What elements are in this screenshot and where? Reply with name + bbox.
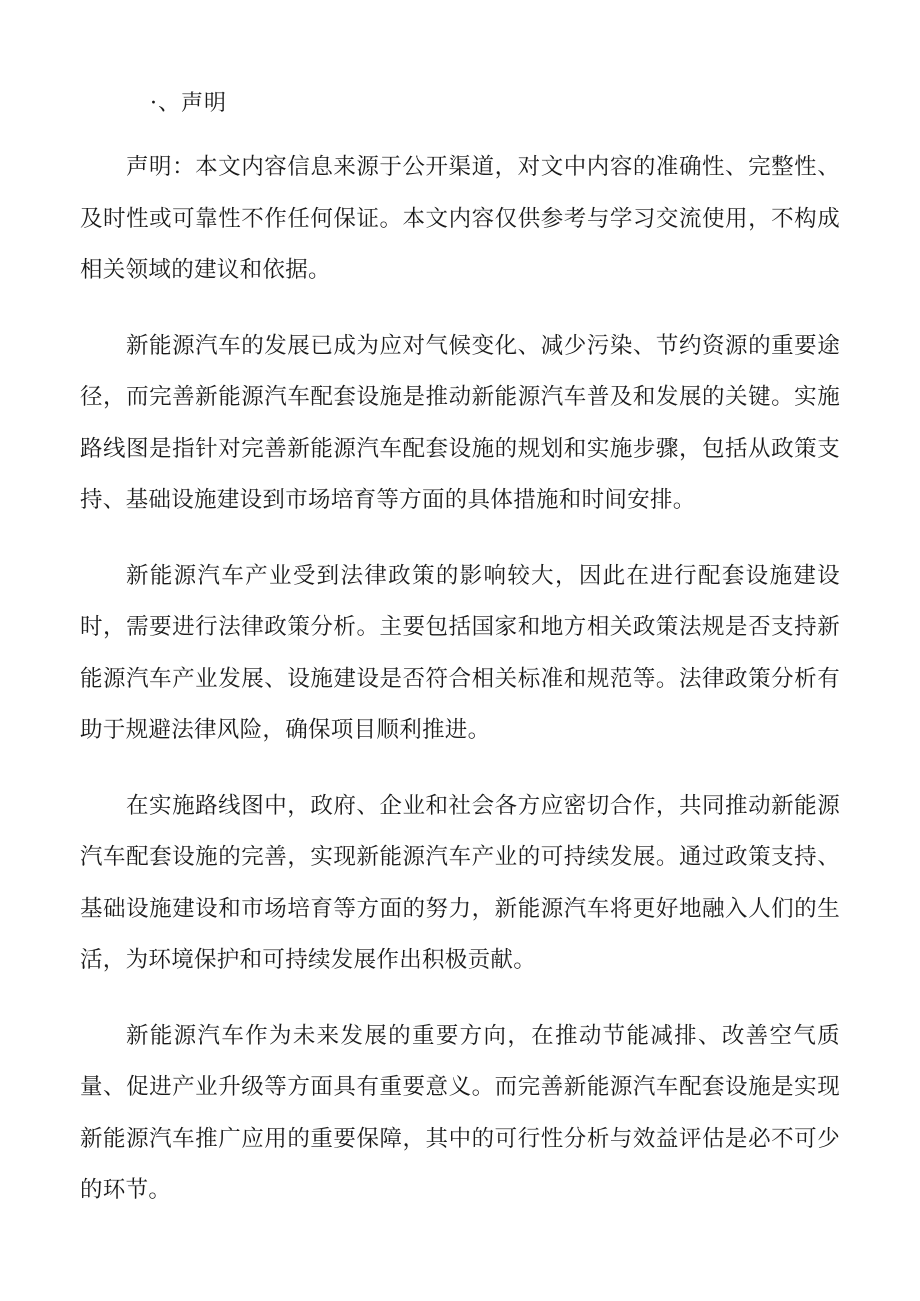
paragraph-cooperation: 在实施路线图中，政府、企业和社会各方应密切合作，共同推动新能源汽车配套设施的完善，实现新能源汽车产业的可持续发展。通过政策支持、基础设施建设和市场培育等方面的努力，新能源汽车将更好地融入人们的生活，为环境保护和可持续发展作出积极贡献。 bbox=[80, 792, 840, 973]
section-heading: ·、声明 bbox=[150, 91, 227, 116]
document-body bbox=[80, 142, 840, 1241]
paragraph-disclaimer: 声明：本文内容信息来源于公开渠道，对文中内容的准确性、完整性、及时性或可靠性不作任何保证。本文内容仅供参考与学习交流使用，不构成相关领域的建议和依据。 bbox=[80, 154, 840, 283]
paragraph-roadmap-intro: 新能源汽车的发展已成为应对气候变化、减少污染、节约资源的重要途径，而完善新能源汽车配套设施是推动新能源汽车普及和发展的关键。实施路线图是指针对完善新能源汽车配套设施的规划和实施步骤，包括从政策支持、基础设施建设到市场培育等方面的具体措施和时间安排。 bbox=[80, 332, 840, 513]
paragraph-legal-policy: 新能源汽车产业受到法律政策的影响较大，因此在进行配套设施建设时，需要进行法律政策分析。主要包括国家和地方相关政策法规是否支持新能源汽车产业发展、设施建设是否符合相关标准和规范等。法律政策分析有助于规避法律风险，确保项目顺利推进。 bbox=[80, 562, 840, 743]
paragraph-significance: 新能源汽车作为未来发展的重要方向，在推动节能减排、改善空气质量、促进产业升级等方面具有重要意义。而完善新能源汽车配套设施是实现新能源汽车推广应用的重要保障，其中的可行性分析与效益评估是必不可少的环节。 bbox=[80, 1022, 840, 1203]
